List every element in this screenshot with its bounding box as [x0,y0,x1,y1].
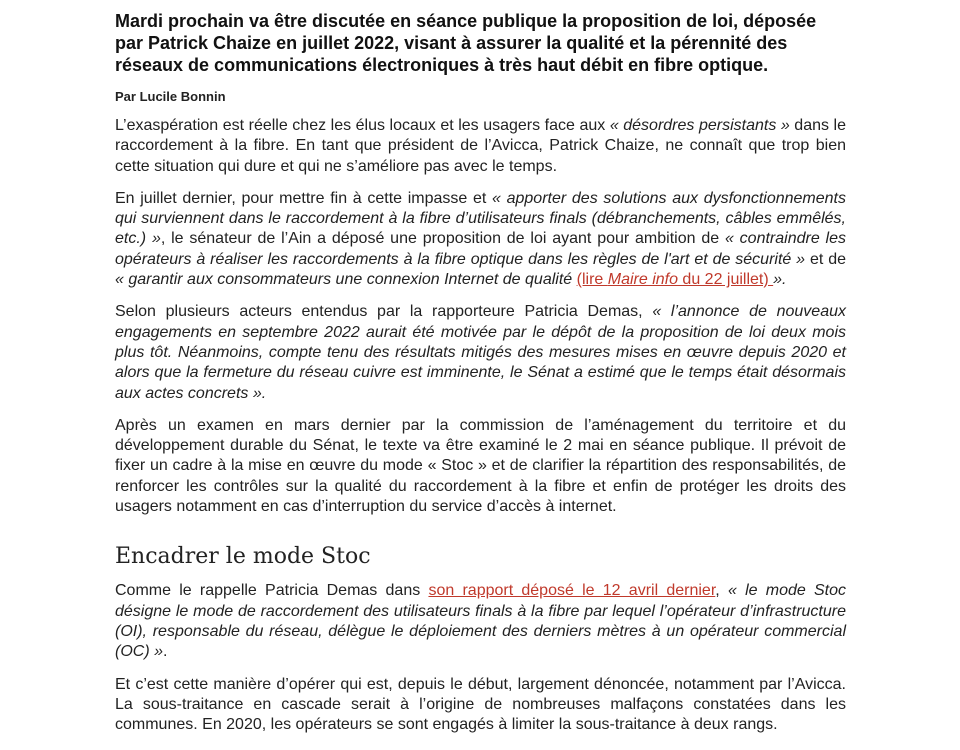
text: dans le raccordement à la fibre. En tant que président de l’Avicca, Patrick Chaize, ne connaît que trop bien cette situation qui dure et qui ne s’améliore pas avec le temps. [115,117,847,175]
text: , [715,582,728,600]
text: Comme le rappelle Patricia Demas dans [115,582,429,600]
text: , le sénateur de l’Ain a déposé une proposition de loi ayant pour ambition de [160,230,725,248]
paragraph-2 [115,189,846,290]
link-text: (lire [576,271,608,289]
link-text-em: Maire info [607,271,678,289]
paragraph-6: Et c’est cette manière d’opérer qui est, depuis le début, largement dénoncée, notamment par l’Avicca. La sous-traitance en cascade serait à l’origine de nombreuses malfaçons constatées dans les communes. En 2020, les opérateurs se sont engagés à limiter la sous-traitance à deux rangs. [115,675,846,734]
article-byline: Par Lucile Bonnin [115,89,226,104]
article-body [115,10,846,735]
quote: « contraindre les opérateurs à réaliser les raccordements à la fibre optique dans les règles de l'art et de sécurité » [115,230,846,268]
text: L’exaspération est réelle chez les élus locaux et les usagers face aux [115,117,610,134]
text: En juillet dernier, pour mettre fin à cette impasse et [115,189,493,207]
quote: « l’annonce de nouveaux engagements en septembre 2022 aurait été motivée par le dépôt de la proposition de loi deux mois plus tôt. Néanmoins, compte tenu des résultats mitigés des mesures mises en œuvre depuis 2020 et alors que la fermeture du réseau cuivre est imminente, le Sénat a estimé que le temps était désormais aux actes concrets ». [115,303,846,402]
link-text: du 22 juillet) [677,271,774,289]
paragraph-4: Après un examen en mars dernier par la commission de l’aménagement du territoire et du développement durable du Sénat, le texte va être examiné le 2 mai en séance publique. Il prévoit de fixer un cadre à la mise en œuvre du mode « Stoc » et de clarifier la répartition des responsabilités, de renforcer les contrôles sur la qualité du raccordement à la fibre et enfin de protéger les droits des usagers notamment en cas d’interruption du service d’accès à internet. [115,416,846,516]
quote: « apporter des solutions aux dysfonctionnements qui surviennent dans le raccordement à la fibre d’utilisateurs finals (débranchements, câbles emmêlés, etc.) » [115,189,847,248]
paragraph-3 [115,302,846,403]
text: . [163,643,168,661]
text: Selon plusieurs acteurs entendus par la rapporteure Patricia Demas, [115,303,653,321]
quote: « le mode Stoc désigne le mode de raccordement des utilisateurs finals à la fibre par lequel l’opérateur d’infrastructure (OI), responsable du réseau, délègue le déploiement des derniers mètres à un opérateur commercial (OC) » [115,582,847,661]
article-lead: Mardi prochain va être discutée en séance publique la proposition de loi, déposée par Patrick Chaize en juillet 2022, visant à assurer la qualité et la pérennité des réseaux de communications électroniques à très haut débit en fibre optique. [115,11,817,75]
maire-info-link[interactable] [577,271,774,288]
paragraph-1 [115,116,846,177]
section-heading: Encadrer le mode Stoc [115,544,371,570]
quote: « garantir aux consommateurs une connexion Internet de qualité [115,271,573,289]
rapport-link[interactable]: son rapport déposé le 12 avril dernier [428,582,716,600]
text: et de [805,250,847,268]
paragraph-5 [115,581,846,662]
quote: « désordres persistants » [609,117,790,134]
quote: ». [773,271,787,289]
